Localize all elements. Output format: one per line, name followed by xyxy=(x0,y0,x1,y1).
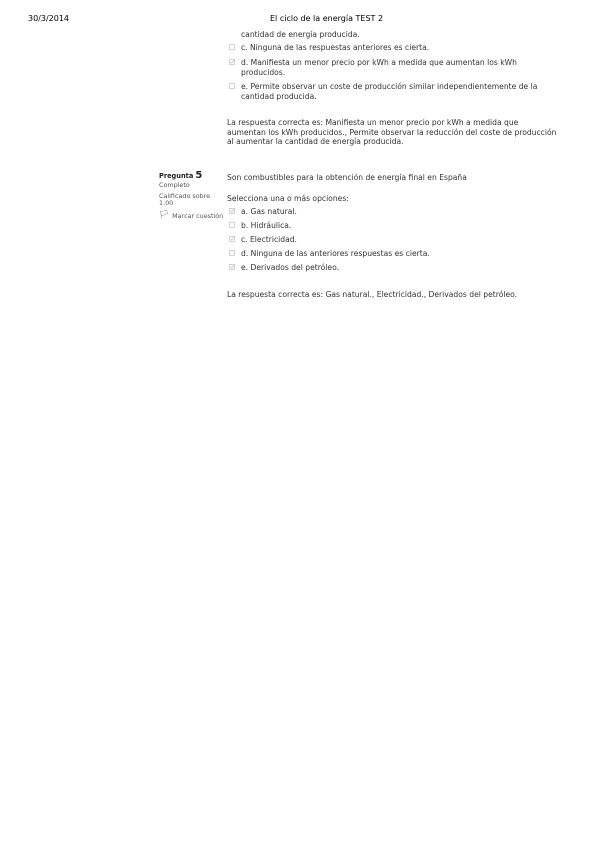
question-5-info xyxy=(159,172,225,220)
q5-correct-answer: La respuesta correcta es: Gas natural., Electricidad., Derivados del petróleo. xyxy=(227,290,518,299)
q4-correct-answer: La respuesta correcta es: Manifiesta un menor precio por kWh a medida que aumentan los kWh producidos., Permite observar la reducción del coste de producción al aumentar la cantidad de energía producida. xyxy=(227,118,557,147)
checkbox[interactable] xyxy=(229,208,235,214)
option-label: e. Derivados del petróleo. xyxy=(241,263,340,272)
checkmark-icon: ✓ xyxy=(230,58,236,66)
checkbox[interactable] xyxy=(229,83,235,89)
option-label: c. Electricidad. xyxy=(241,235,297,244)
page-title: El ciclo de la energía TEST 2 xyxy=(270,14,384,23)
checkmark-icon: ✓ xyxy=(230,263,236,271)
flag-icon: 🏳︎ xyxy=(159,209,170,219)
checkbox[interactable] xyxy=(229,264,235,270)
question-label: Pregunta xyxy=(159,172,194,180)
checkmark-icon: ✓ xyxy=(230,207,236,215)
option-label: d. Ninguna de las anteriores respuestas es cierta. xyxy=(241,249,430,258)
question-text: Son combustibles para la obtención de energía final en España xyxy=(227,173,467,182)
question-instruction: Selecciona una o más opciones: xyxy=(227,194,349,203)
option-label: b. Hidráulica. xyxy=(241,221,292,230)
print-date: 30/3/2014 xyxy=(28,14,70,23)
flag-question-link[interactable] xyxy=(159,211,225,220)
option-label: d. Manifiesta un menor precio por kWh a medida que aumentan los kWh producidos. xyxy=(241,58,517,77)
checkbox[interactable] xyxy=(229,250,235,256)
option-label: c. Ninguna de las respuestas anteriores es cierta. xyxy=(241,43,430,52)
checkbox[interactable] xyxy=(229,59,235,65)
option-b-continuation: cantidad de energía producida. xyxy=(241,30,360,39)
question-grade: Calificado sobre 1.00 xyxy=(159,191,211,208)
checkbox[interactable] xyxy=(229,44,235,50)
question-number: 5 xyxy=(195,170,203,181)
option-label: e. Permite observar un coste de producción similar independientemente de la cantidad producida. xyxy=(241,82,538,101)
checkmark-icon: ✓ xyxy=(230,235,236,243)
flag-label: Marcar cuestión xyxy=(172,211,224,220)
option-label: a. Gas natural. xyxy=(241,207,297,216)
checkbox[interactable] xyxy=(229,222,235,228)
checkbox[interactable] xyxy=(229,236,235,242)
question-status: Completo xyxy=(159,181,190,190)
